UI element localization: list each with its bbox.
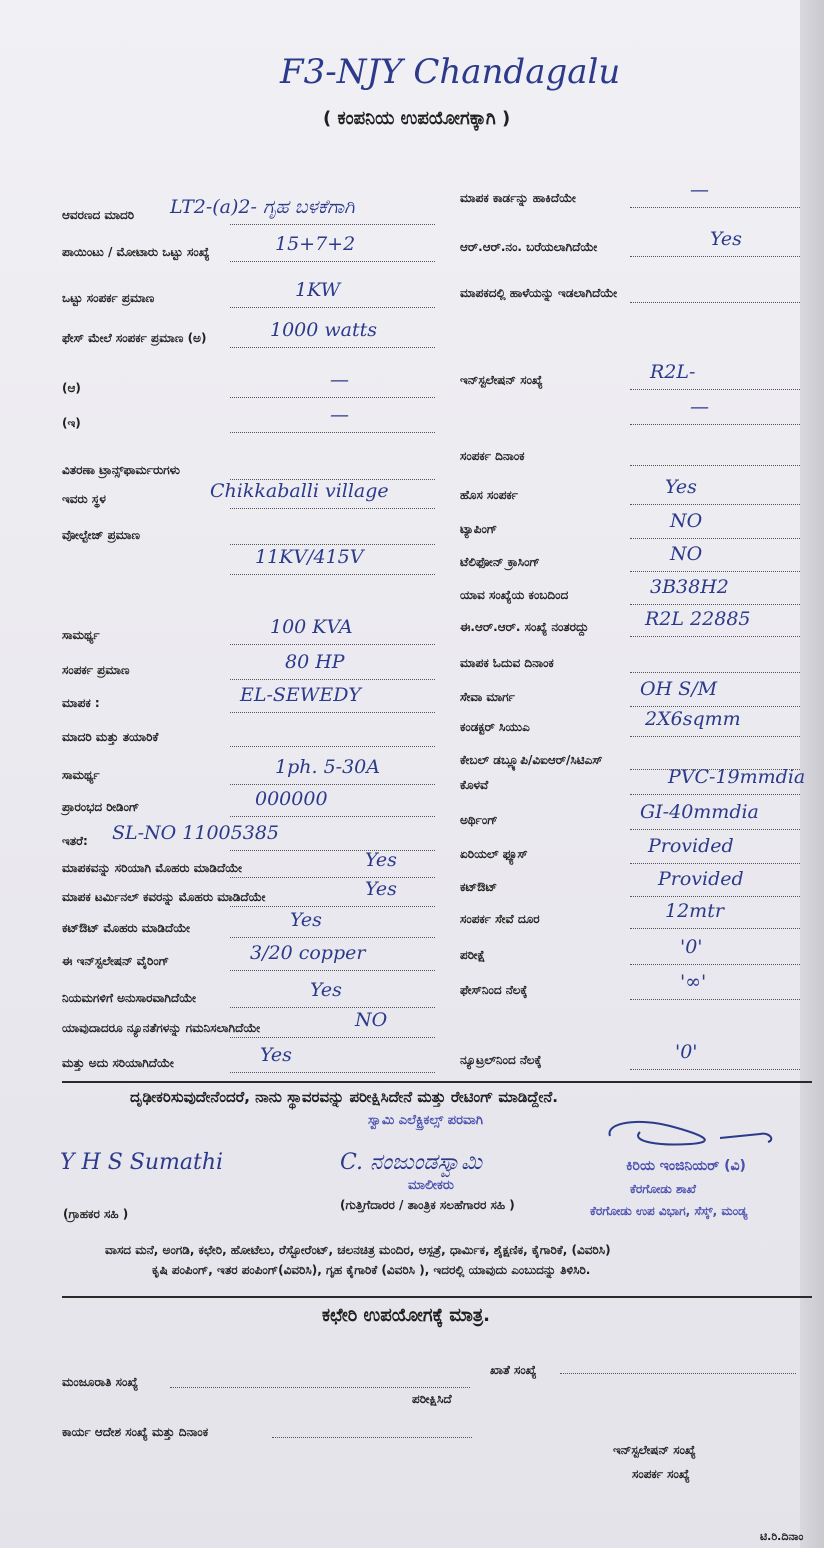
left-field-line[interactable] <box>230 906 435 907</box>
right-field-line[interactable] <box>630 736 800 737</box>
premises-note-2: ಕೃಷಿ ಪಂಪಿಂಗ್, ಇತರ ಪಂಪಿಂಗ್(ವಿವರಿಸಿ), ಗೃಹ ಕೈಗಾರಿಕೆ (ವಿವರಿಸಿ ), ಇದರಲ್ಲಿ ಯಾವುದು ಎಂಬುದನ್ನು ತಿಳಿಸಿರಿ. <box>152 1263 591 1277</box>
right-field-line[interactable] <box>630 604 800 605</box>
right-field-value: — <box>690 179 709 201</box>
left-field-label: ನಿಯಮಗಳಿಗೆ ಅನುಸಾರವಾಗಿದೆಯೇ <box>62 991 196 1005</box>
left-field-value: Chikkaballi village <box>210 480 389 502</box>
left-field-label: ಮಾಪಕವನ್ನು ಸರಿಯಾಗಿ ಮೊಹರು ಮಾಡಿದೆಯೇ <box>62 861 242 875</box>
right-field-value: Provided <box>648 835 734 857</box>
right-field-line[interactable] <box>630 256 800 257</box>
left-field-label: ಯಾವುದಾದರೂ ನ್ಯೂನತೆಗಳನ್ನು ಗಮನಿಸಲಾಗಿದೆಯೇ <box>62 1021 261 1035</box>
left-field-line[interactable] <box>230 970 435 971</box>
sanction-number-label: ಮಂಜೂರಾತಿ ಸಂಖ್ಯೆ <box>62 1375 139 1389</box>
right-field-line[interactable] <box>630 896 800 897</box>
right-field-line[interactable] <box>630 829 800 830</box>
right-field-label: ಕೇಬಲ್ ಡಬ್ಲ್ಯೂಪಿ/ವಿಐಆರ್/ಸಿಟಿಎಸ್ <box>460 753 603 767</box>
left-field-line[interactable] <box>230 1007 435 1008</box>
handwritten-title: F3-NJY Chandagalu <box>280 52 621 92</box>
right-field-line[interactable] <box>630 465 800 466</box>
engineer-branch: ಕೆರಗೋಡು ಶಾಖೆ <box>630 1182 696 1196</box>
right-field-value: 3B38H2 <box>650 576 729 598</box>
right-field-label: ಮಾಪಕ ಓದುವ ದಿನಾಂಕ <box>460 656 554 670</box>
installation-number-label: ಇನ್‌ಸ್ಟಲೇಷನ್ ಸಂಖ್ಯೆ <box>613 1443 696 1457</box>
right-field-value: 2X6sqmm <box>645 708 741 730</box>
right-field-label: ನ್ಯೂಟ್ರಲ್‌ನಿಂದ ನೆಲಕ್ಕೆ <box>460 1053 542 1067</box>
left-field-label: ಆವರಣದ ಮಾದರಿ <box>62 208 135 222</box>
right-field-value: GI-40mmdia <box>640 801 759 823</box>
right-field-value: '0' <box>675 1041 698 1063</box>
left-field-line[interactable] <box>230 397 435 398</box>
right-field-label: ಸಂಪರ್ಕ ಸೇವೆ ದೂರ <box>460 912 540 926</box>
right-field-label: ಟ್ಯಾಪಿಂಗ್ <box>460 522 498 536</box>
right-field-label: ಕಂಡಕ್ಟರ್ ಸಿಯುಎ <box>460 720 530 734</box>
right-field-line[interactable] <box>630 672 800 673</box>
work-order-field[interactable] <box>272 1437 472 1438</box>
customer-signature: Y H S Sumathi <box>60 1150 224 1175</box>
left-field-value: — <box>330 404 349 426</box>
left-field-label: (ಇ) <box>62 416 81 430</box>
work-order-label: ಕಾರ್ಯ ಆದೇಶ ಸಂಖ್ಯೆ ಮತ್ತು ದಿನಾಂಕ <box>62 1425 209 1439</box>
left-field-line[interactable] <box>230 261 435 262</box>
right-field-line[interactable] <box>630 794 800 795</box>
left-field-line[interactable] <box>230 712 435 713</box>
left-field-value: 100 KVA <box>270 616 353 638</box>
left-field-line[interactable] <box>230 432 435 433</box>
right-field-label: ಟೆಲಿಫೋನ್ ಕ್ರಾಸಿಂಗ್ <box>460 555 540 569</box>
left-field-line[interactable] <box>230 816 435 817</box>
right-field-label: ಹೊಸ ಸಂಪರ್ಕ <box>460 488 518 502</box>
left-field-label: ವಿತರಣಾ ಟ್ರಾನ್ಸ್‌ಫಾರ್ಮರುಗಳು <box>62 463 180 477</box>
right-field-line[interactable] <box>630 928 800 929</box>
left-field-value: Yes <box>310 979 342 1001</box>
left-field-value: Yes <box>365 878 397 900</box>
right-field-value: 12mtr <box>665 900 724 922</box>
left-field-label: ಮತ್ತು ಅದು ಸರಿಯಾಗಿದೆಯೇ <box>62 1056 174 1070</box>
left-field-label: ಪಾಯಿಂಟು / ಮೋಟಾರು ಒಟ್ಟು ಸಂಖ್ಯೆ <box>62 245 210 259</box>
right-field-label: ಏರಿಯಲ್ ಫ್ಯೂಸ್ <box>460 847 528 861</box>
left-field-line[interactable] <box>230 508 435 509</box>
engineer-title: ಕಿರಿಯ ಇಂಜಿನಿಯರ್ (ವಿ) <box>626 1158 746 1174</box>
left-field-label: ಈ ಇನ್‌ಸ್ಟಲೇಷನ್ ವೈರಿಂಗ್ <box>62 954 170 968</box>
right-field-line[interactable] <box>630 964 800 965</box>
left-field-label: ಇವರು ಸ್ಥಳ <box>62 492 106 506</box>
stamp-line: ಸ್ವಾಮಿ ಎಲೆಕ್ಟ್ರಿಕಲ್ಸ್ ಪರವಾಗಿ <box>368 1113 483 1128</box>
right-field-label: ಅರ್ಥಿಂಗ್ <box>460 813 498 827</box>
left-field-value: Yes <box>365 849 397 871</box>
contractor-role: ಮಾಲೀಕರು <box>408 1178 454 1193</box>
left-field-line[interactable] <box>230 877 435 878</box>
account-number-label: ಖಾತೆ ಸಂಖ್ಯೆ <box>490 1363 537 1377</box>
right-field-line[interactable] <box>630 389 800 390</box>
left-field-label: ಒಟ್ಟು ಸಂಪರ್ಕ ಪ್ರಮಾಣ <box>62 291 155 305</box>
right-field-line[interactable] <box>630 863 800 864</box>
left-field-value: Yes <box>290 909 322 931</box>
left-field-value: 1ph. 5-30A <box>275 756 380 778</box>
right-field-value: Yes <box>710 228 742 250</box>
left-field-value: 1KW <box>295 279 341 301</box>
left-field-value: 80 HP <box>285 651 345 673</box>
right-field-value: R2L 22885 <box>645 608 751 630</box>
left-field-label: ಫೇಸ್ ಮೇಲೆ ಸಂಪರ್ಕ ಪ್ರಮಾಣ (ಅ) <box>62 331 207 345</box>
corner-text: ಟಿ.ರಿ.ದಿನಾಂ <box>760 1530 804 1543</box>
left-field-value: SL-NO 11005385 <box>112 822 280 844</box>
right-field-value: '∞' <box>680 971 707 993</box>
left-field-line[interactable] <box>230 937 435 938</box>
left-field-line[interactable] <box>230 679 435 680</box>
right-field-label: ಸಂಪರ್ಕ ದಿನಾಂಕ <box>460 449 525 463</box>
left-field-value: 000000 <box>255 788 328 810</box>
left-field-label: (ಆ) <box>62 381 81 395</box>
left-field-value: Yes <box>260 1044 292 1066</box>
account-number-field[interactable] <box>560 1373 796 1374</box>
right-field-value: OH S/M <box>640 678 718 700</box>
right-field-label: ಸೇವಾ ಮಾರ್ಗ <box>460 690 515 704</box>
right-field-line[interactable] <box>630 571 800 572</box>
left-field-label: ಸಾಮರ್ಥ್ಯ <box>62 628 100 642</box>
right-field-line[interactable] <box>630 302 800 303</box>
contractor-caption: (ಗುತ್ತಿಗೆದಾರರ / ತಾಂತ್ರಿಕ ಸಲಹೆಗಾರರ ಸಹಿ ) <box>340 1198 515 1212</box>
right-field-line[interactable] <box>630 1069 800 1070</box>
certification-text: ದೃಢೀಕರಿಸುವುದೇನೆಂದರೆ, ನಾನು ಸ್ಥಾವರವನ್ನು ಪರೀಕ್ಷಿಸಿದೇನೆ ಮತ್ತು ರೇಟಿಂಗ್ ಮಾಡಿದ್ದೇನೆ. <box>130 1088 558 1106</box>
office-heading: ಕಛೇರಿ ಉಪಯೋಗಕ್ಕೆ ಮಾತ್ರ. <box>322 1305 490 1326</box>
right-field-value: — <box>690 396 709 418</box>
right-field-line[interactable] <box>630 207 800 208</box>
left-field-line[interactable] <box>230 307 435 308</box>
connection-number-label: ಸಂಪರ್ಕ ಸಂಖ್ಯೆ <box>632 1467 690 1481</box>
left-field-label: ವೋಲ್ಟೇಜ್ ಪ್ರಮಾಣ <box>62 528 140 542</box>
left-field-label: ಇತರೆ: <box>62 834 88 848</box>
checked-label: ಪರೀಕ್ಷಿಸಿದೆ <box>412 1392 452 1406</box>
left-field-value: 1000 watts <box>270 319 378 341</box>
right-field-label: ಪರೀಕ್ಷೆ <box>460 948 486 962</box>
left-field-label: ಸಾಮರ್ಥ್ಯ <box>62 768 100 782</box>
divider-line <box>62 1081 812 1083</box>
left-field-value: 15+7+2 <box>275 233 356 255</box>
left-field-label: ಪ್ರಾರಂಭದ ರೀಡಿಂಗ್ <box>62 800 140 814</box>
right-field-line[interactable] <box>630 999 800 1000</box>
left-field-line[interactable] <box>230 544 435 545</box>
left-field-value: EL-SEWEDY <box>240 684 361 706</box>
left-field-value: 11KV/415V <box>255 546 364 568</box>
left-field-line[interactable] <box>230 784 435 785</box>
left-field-value: 3/20 copper <box>250 942 366 964</box>
left-field-line[interactable] <box>230 224 435 225</box>
engineer-signature <box>600 1112 790 1152</box>
right-field-line[interactable] <box>630 424 800 425</box>
right-field-line[interactable] <box>630 504 800 505</box>
right-field-line[interactable] <box>630 636 800 637</box>
right-field-label: ಆರ್.ಆರ್.ನಂ. ಬರೆಯಲಾಗಿದೆಯೇ <box>460 240 598 254</box>
left-field-line[interactable] <box>230 1037 435 1038</box>
right-field-label: ಯಾವ ಸಂಖ್ಯೆಯ ಕಂಬದಿಂದ <box>460 588 569 602</box>
right-field-label: ಮಾಪಕದಲ್ಲಿ ಹಾಳೆಯನ್ನು ಇಡಲಾಗಿದೆಯೇ <box>460 286 618 300</box>
divider-line-2 <box>62 1296 812 1298</box>
left-field-label: ಮಾಪಕ ಟರ್ಮಿನಲ್ ಕವರನ್ನು ಮೊಹರು ಮಾಡಿದೆಯೇ <box>62 890 266 904</box>
right-field-value: NO <box>670 543 703 565</box>
right-field-line[interactable] <box>630 706 800 707</box>
sanction-number-field[interactable] <box>170 1387 470 1388</box>
right-field-label: ಫೇಸ್‌ನಿಂದ ನೆಲಕ್ಕೆ <box>460 983 528 997</box>
left-field-value: — <box>330 369 349 391</box>
right-field-value: NO <box>670 510 703 532</box>
right-field-value: Provided <box>658 868 744 890</box>
left-field-line[interactable] <box>230 1072 435 1073</box>
left-field-line[interactable] <box>230 574 435 575</box>
right-field-label: ಕೊಳವೆ <box>460 778 489 792</box>
left-field-line[interactable] <box>230 746 435 747</box>
right-field-label: ಮಾಪಕ ಕಾರ್ಡನ್ನು ಹಾಕಿದೆಯೇ <box>460 191 576 205</box>
right-field-value: Yes <box>665 476 697 498</box>
right-field-value: R2L- <box>650 361 696 383</box>
right-field-value: PVC-19mmdia <box>668 766 806 788</box>
left-field-label: ಮಾದರಿ ಮತ್ತು ತಯಾರಿಕೆ <box>62 730 159 744</box>
form-subtitle: ( ಕಂಪನಿಯ ಉಪಯೋಗಕ್ಕಾಗಿ ) <box>323 108 511 129</box>
left-field-line[interactable] <box>230 347 435 348</box>
left-field-label: ಕಟ್‌ಔಟ್ ಮೊಹರು ಮಾಡಿದೆಯೇ <box>62 921 190 935</box>
left-field-value: NO <box>355 1009 388 1031</box>
left-field-label: ಮಾಪಕ : <box>62 696 100 710</box>
premises-note-1: ವಾಸದ ಮನೆ, ಅಂಗಡಿ, ಕಛೇರಿ, ಹೋಟೆಲು, ರೆಸ್ಟೋರೆಂಟ್, ಚಲನಚಿತ್ರ ಮಂದಿರ, ಆಸ್ಪತ್ರೆ, ಧಾರ್ಮಿಕ, ಶೈಕ್ಷಣಿಕ, ಕೈಗಾರಿಕೆ, (ವಿವರಿಸಿ) <box>105 1243 611 1257</box>
left-field-value: LT2-(a)2- ಗೃಹ ಬಳಕೆಗಾಗಿ <box>170 196 355 218</box>
left-field-line[interactable] <box>230 850 435 851</box>
right-field-label: ಇನ್‌ಸ್ಟಲೇಷನ್ ಸಂಖ್ಯೆ <box>460 373 543 387</box>
right-field-value: '0' <box>680 936 703 958</box>
right-field-line[interactable] <box>630 538 800 539</box>
contractor-signature: C. ನಂಜುಂಡಸ್ವಾಮಿ <box>340 1150 482 1175</box>
customer-caption: (ಗ್ರಾಹಕರ ಸಹಿ ) <box>63 1207 129 1221</box>
left-field-label: ಸಂಪರ್ಕ ಪ್ರಮಾಣ <box>62 663 130 677</box>
right-field-label: ಈ.ಆರ್.ಆರ್. ಸಂಖ್ಯೆ ನಂತರದ್ದು <box>460 620 589 634</box>
engineer-subdivision: ಕೆರಗೋಡು ಉಪ ವಿಭಾಗ, ಸೆಸ್ಕ್, ಮಂಡ್ಯ <box>590 1204 748 1218</box>
right-field-label: ಕಟ್‌ಔಟ್ <box>460 880 498 894</box>
left-field-line[interactable] <box>230 644 435 645</box>
